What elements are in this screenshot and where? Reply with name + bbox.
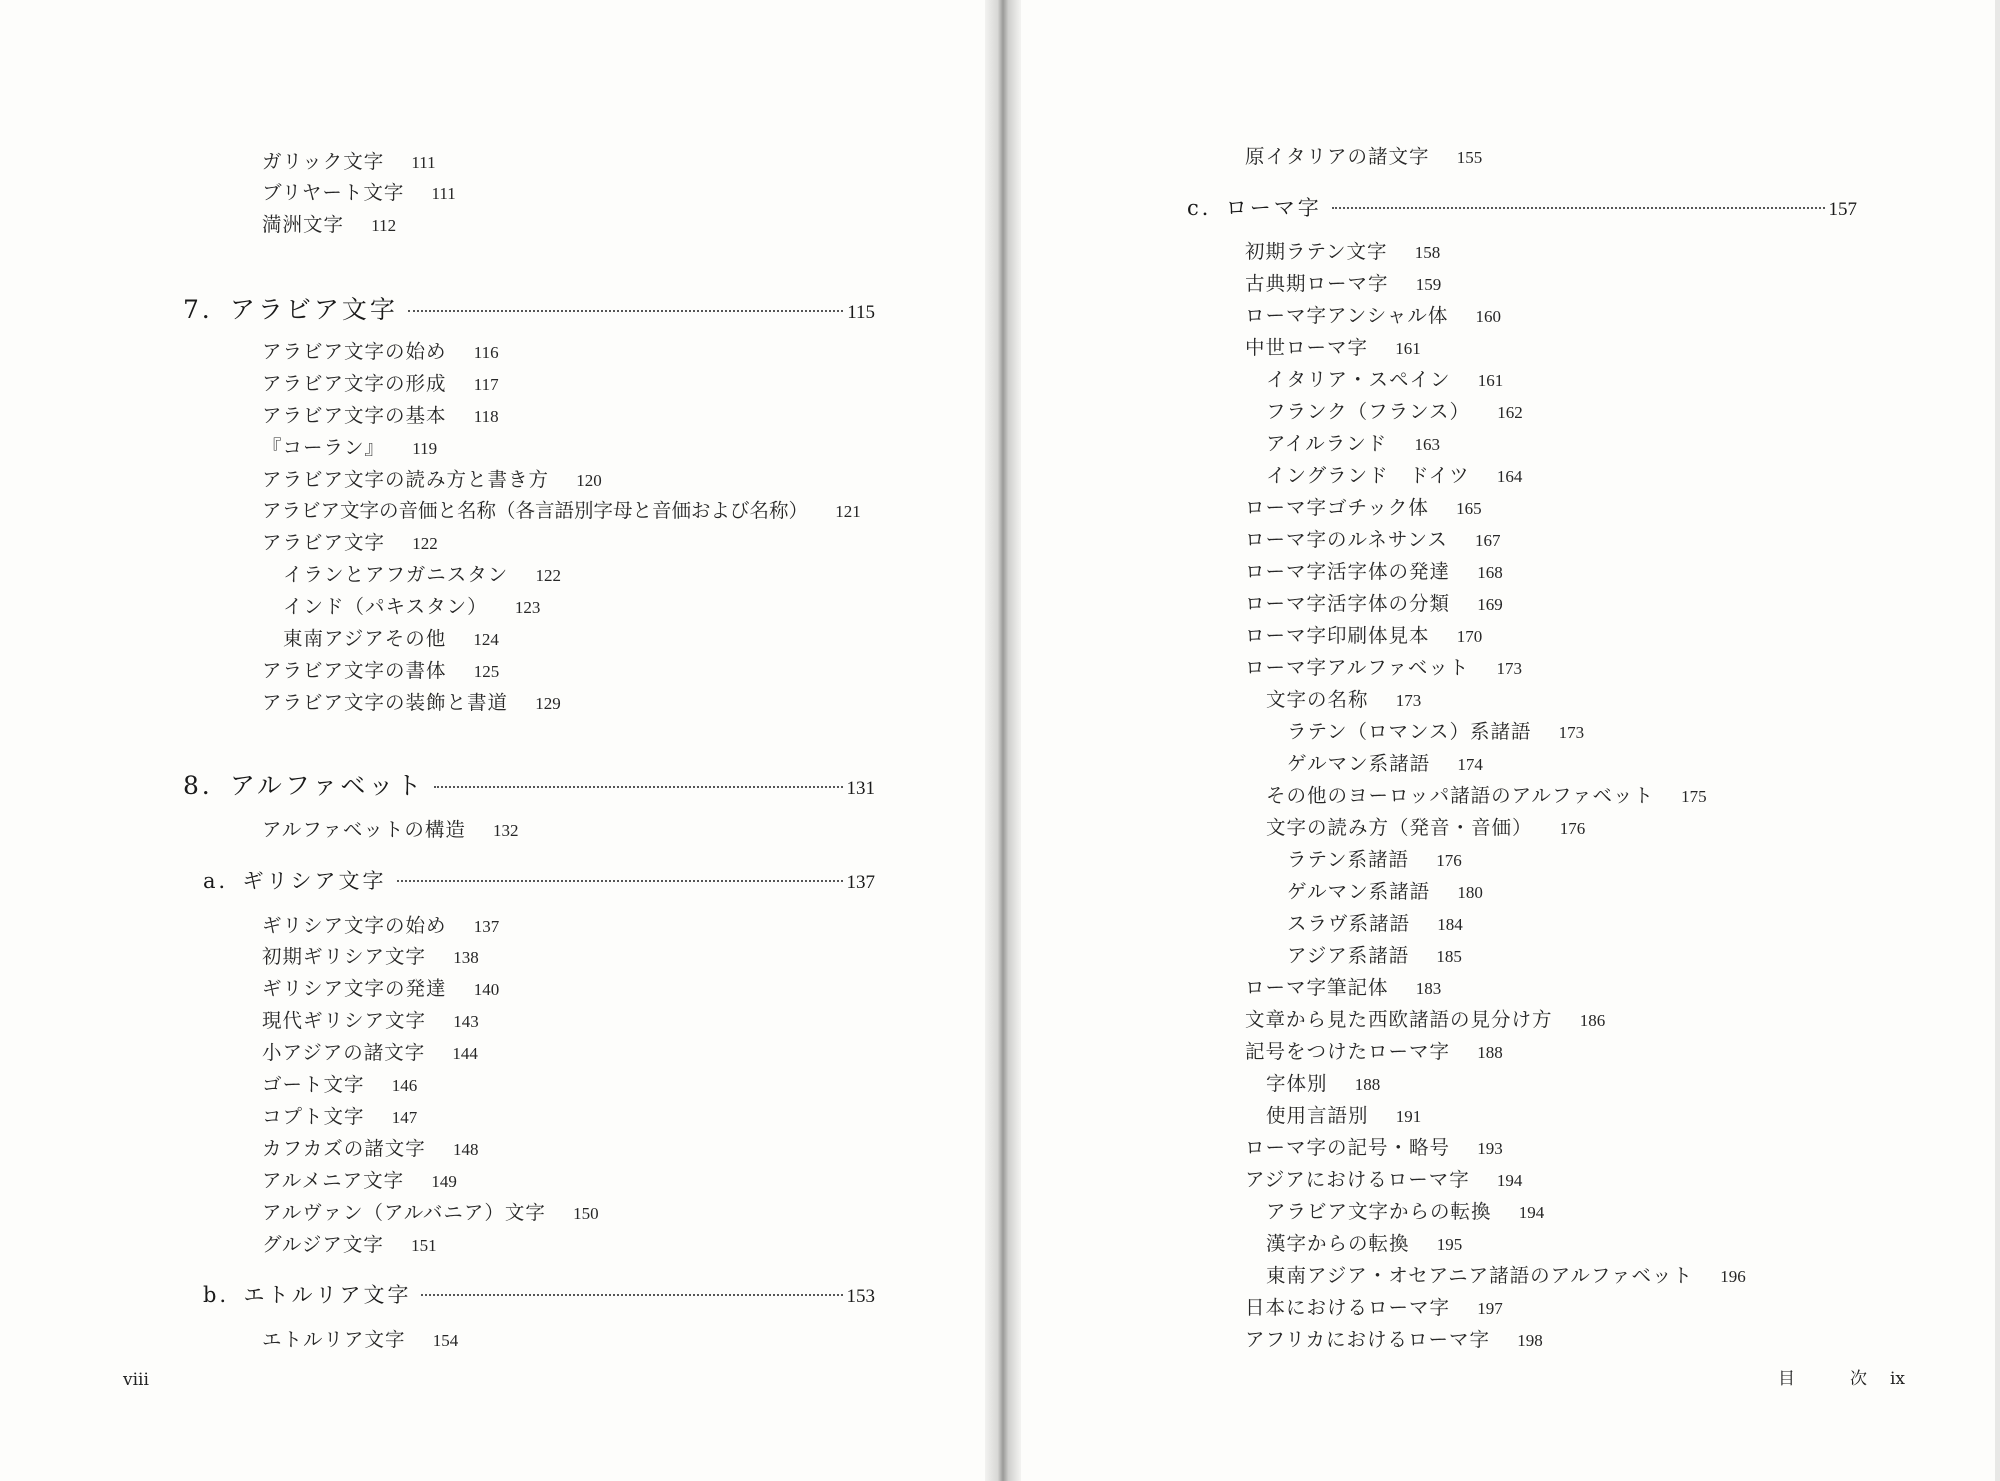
toc-entry: ローマ字アルファベット 173 [1245, 656, 1523, 679]
toc-entry: 古典期ローマ字 159 [1245, 272, 1442, 295]
toc-subentry: イングランド ドイツ 164 [1266, 464, 1523, 487]
chapter-heading: 8．アルファベット 131 [183, 771, 875, 800]
leader-dots [434, 786, 842, 788]
toc-entry: グルジア文字 151 [262, 1233, 437, 1256]
toc-entry: アルファベットの構造 132 [262, 818, 519, 841]
toc-entry: ローマ字ゴチック体 165 [1245, 496, 1482, 519]
toc-entry: アラビア文字の形成 117 [262, 372, 499, 395]
book-gutter [985, 0, 1021, 1481]
toc-subentry: フランク（フランス） 162 [1266, 400, 1523, 423]
toc-entry: アラビア文字 122 [262, 531, 438, 554]
leader-dots [408, 310, 843, 312]
toc-entry: アラビア文字の読み方と書き方 120 [262, 468, 602, 491]
toc-entry: カフカズの諸文字 148 [262, 1137, 479, 1160]
toc-entry: 『コーラン』 119 [262, 436, 438, 459]
section-heading: a．ギリシア文字 137 [203, 869, 875, 893]
leader-dots [397, 880, 843, 882]
section-heading: b．エトルリア文字 153 [203, 1283, 875, 1307]
toc-entry: 記号をつけたローマ字 188 [1245, 1040, 1503, 1063]
toc-entry: ローマ字印刷体見本 170 [1245, 624, 1483, 647]
toc-entry: コプト文字 147 [262, 1105, 418, 1128]
toc-subentry: インド（パキスタン） 123 [283, 595, 541, 618]
toc-entry: 日本におけるローマ字 197 [1245, 1296, 1503, 1319]
toc-subsubentry: ラテン（ロマンス）系諸語 173 [1287, 720, 1585, 743]
toc-entry: アラビア文字の装飾と書道 129 [262, 691, 561, 714]
toc-subsubentry: ゲルマン系諸語 174 [1287, 752, 1483, 775]
toc-entry: 文章から見た西欧諸語の見分け方 186 [1245, 1008, 1606, 1031]
toc-entry: 中世ローマ字 161 [1245, 336, 1421, 359]
toc-entry: アルメニア文字 149 [262, 1169, 457, 1192]
toc-entry: ブリヤート文字 111 [262, 181, 456, 204]
toc-entry: アラビア文字の音価と名称（各言語別字母と音価および名称） 121 [262, 499, 861, 522]
page-number-right: ix [1890, 1369, 1906, 1389]
toc-entry: 原イタリアの諸文字 155 [1245, 145, 1483, 168]
toc-subsubentry: スラヴ系諸語 184 [1287, 912, 1463, 935]
toc-entry: ガリック文字 111 [262, 150, 436, 173]
toc-entry: アラビア文字の始め 116 [262, 340, 499, 363]
toc-entry: アルヴァン（アルバニア）文字 150 [262, 1201, 599, 1224]
toc-entry: アフリカにおけるローマ字 198 [1245, 1328, 1543, 1351]
toc-entry: アラビア文字の書体 125 [262, 659, 500, 682]
section-heading: c．ローマ字 157 [1187, 196, 1857, 220]
running-footer-right [1778, 1364, 1905, 1389]
page-number-left: viii [123, 1370, 149, 1390]
toc-entry: ゴート文字 146 [262, 1073, 418, 1096]
toc-entry: 小アジアの諸文字 144 [262, 1041, 478, 1064]
toc-entry: 満洲文字 112 [262, 213, 397, 236]
toc-entry: エトルリア文字 154 [262, 1328, 459, 1351]
toc-subsubentry: ラテン系諸語 176 [1287, 848, 1462, 871]
toc-entry: ローマ字筆記体 183 [1245, 976, 1442, 999]
toc-entry: ローマ字の記号・略号 193 [1245, 1136, 1503, 1159]
toc-entry: ローマ字アンシャル体 160 [1245, 304, 1502, 327]
toc-entry: アラビア文字の基本 118 [262, 404, 499, 427]
toc-entry: 現代ギリシア文字 143 [262, 1009, 479, 1032]
toc-entry: アジアにおけるローマ字 194 [1245, 1168, 1523, 1191]
toc-entry: 初期ラテン文字 158 [1245, 240, 1441, 263]
toc-subentry: 漢字からの転換 195 [1266, 1232, 1463, 1255]
footer-label-ji: 次 [1850, 1369, 1867, 1389]
leader-dots [1332, 207, 1825, 209]
toc-subentry: アラビア文字からの転換 194 [1266, 1200, 1545, 1223]
toc-subentry: 文字の名称 173 [1266, 688, 1422, 711]
toc-entry: ローマ字活字体の発達 168 [1245, 560, 1503, 583]
toc-subentry: 使用言語別 191 [1266, 1104, 1422, 1127]
toc-subentry: 東南アジア・オセアニア諸語のアルファベット 196 [1266, 1264, 1746, 1287]
toc-entry: ギリシア文字の始め 137 [262, 914, 500, 937]
toc-subentry: アイルランド 163 [1266, 432, 1440, 455]
toc-entry: 初期ギリシア文字 138 [262, 945, 479, 968]
toc-entry: ローマ字活字体の分類 169 [1245, 592, 1503, 615]
toc-subsubentry: ゲルマン系諸語 180 [1287, 880, 1483, 903]
page-edge [1995, 0, 2000, 1481]
footer-label-moku: 目 [1778, 1369, 1795, 1389]
toc-entry: ローマ字のルネサンス 167 [1245, 528, 1501, 551]
toc-subsubentry: アジア系諸語 185 [1287, 944, 1462, 967]
toc-subentry: 文字の読み方（発音・音価） 176 [1266, 816, 1586, 839]
toc-entry: ギリシア文字の発達 140 [262, 977, 500, 1000]
toc-subentry: その他のヨーロッパ諸語のアルファベット 175 [1266, 784, 1707, 807]
toc-subentry: イランとアフガニスタン 122 [283, 563, 561, 586]
toc-subentry: 東南アジアその他 124 [283, 627, 499, 650]
leader-dots [421, 1294, 842, 1296]
toc-subentry: イタリア・スペイン 161 [1266, 368, 1504, 391]
chapter-heading: 7．アラビア文字 115 [183, 295, 875, 324]
toc-subentry: 字体別 188 [1266, 1072, 1381, 1095]
